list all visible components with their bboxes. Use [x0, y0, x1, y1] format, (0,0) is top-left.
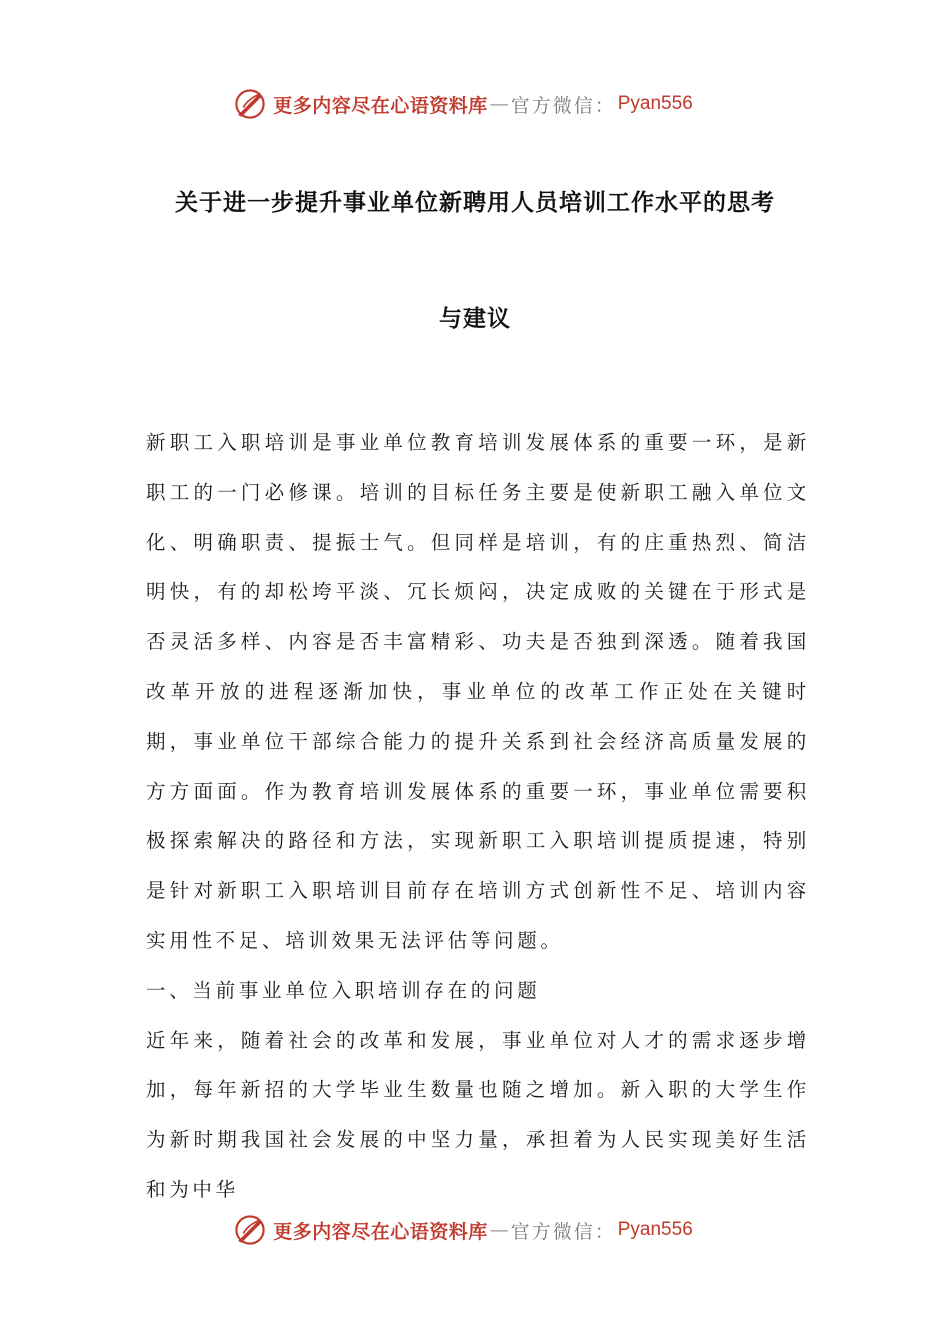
separator: — [489, 93, 509, 115]
header-banner [0, 82, 950, 126]
wechat-id: Pyan556 [617, 93, 693, 114]
document-title-line2: 与建议 [439, 306, 511, 332]
footer-banner [0, 1208, 950, 1252]
section-heading: 一、当前事业单位入职培训存在的问题 [146, 978, 541, 1002]
promo-text: 更多内容尽在心语资料库 [273, 94, 488, 117]
quill-logo-icon [233, 87, 267, 121]
wechat-label: 官方微信： [510, 94, 616, 117]
wechat-label: 官方微信： [510, 1220, 616, 1243]
document-title-line1: 关于进一步提升事业单位新聘用人员培训工作水平的思考 [175, 190, 775, 216]
document-body [146, 418, 810, 1215]
paragraph-recent-years: 近年来，随着社会的改革和发展，事业单位对人才的需求逐步增加，每年新招的大学毕业生数量也随之增加。新入职的大学生作为新时期我国社会发展的中坚力量，承担着为人民实现美好生活和为中华 [146, 1028, 810, 1201]
wechat-id: Pyan556 [617, 1219, 693, 1240]
promo-text: 更多内容尽在心语资料库 [273, 1220, 488, 1243]
separator: — [489, 1219, 509, 1241]
paragraph-intro: 新职工入职培训是事业单位教育培训发展体系的重要一环，是新职工的一门必修课。培训的目标任务主要是使新职工融入单位文化、明确职责、提振士气。但同样是培训，有的庄重热烈、简洁明快，有的却松垮平淡、冗长烦闷，决定成败的关键在于形式是否灵活多样、内容是否丰富精彩、功夫是否独到深透。随着我国改革开放的进程逐渐加快，事业单位的改革工作正处在关键时期，事业单位干部综合能力的提升关系到社会经济高质量发展的方方面面。作为教育培训发展体系的重要一环，事业单位需要积极探索解决的路径和方法，实现新职工入职培训提质提速，特别是针对新职工入职培训目前存在培训方式创新性不足、培训内容实用性不足、培训效果无法评估等问题。 [146, 431, 810, 952]
quill-logo-icon [233, 1213, 267, 1247]
